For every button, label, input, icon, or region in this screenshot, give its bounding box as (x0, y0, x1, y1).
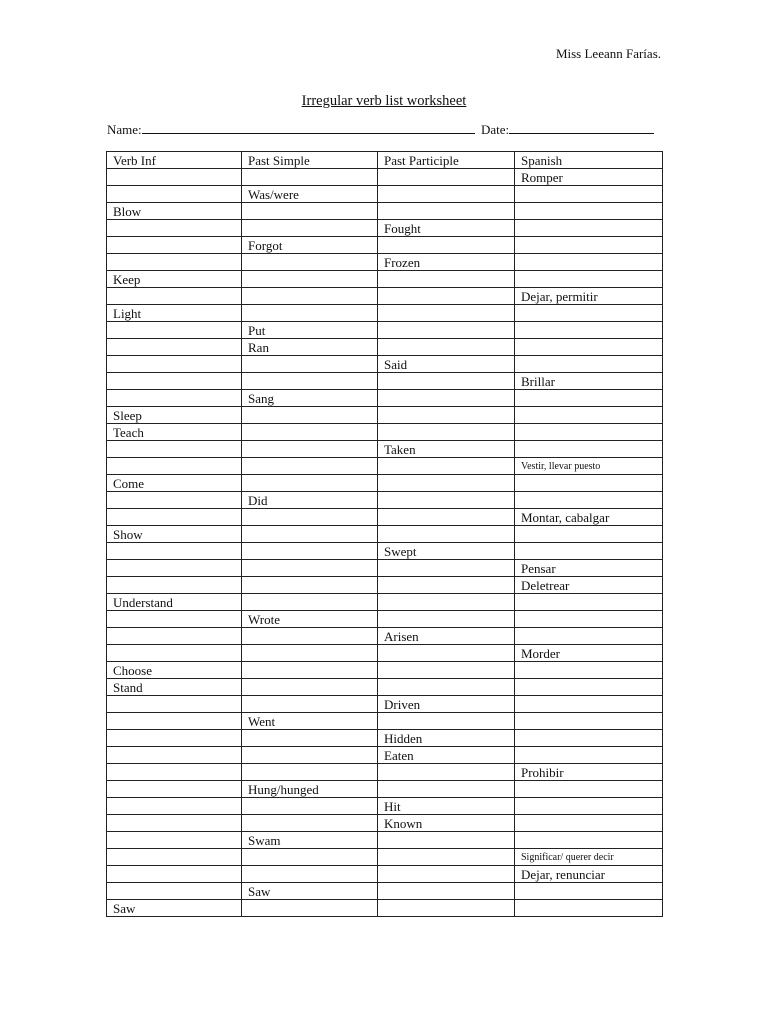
cell-spanish: Montar, cabalgar (515, 509, 663, 526)
cell-spanish[interactable] (515, 798, 663, 815)
cell-verb-inf: Teach (107, 424, 242, 441)
cell-spanish[interactable] (515, 526, 663, 543)
cell-verb-inf[interactable] (107, 628, 242, 645)
cell-past-participle: Known (378, 815, 515, 832)
cell-spanish: Deletrear (515, 577, 663, 594)
cell-spanish[interactable] (515, 186, 663, 203)
cell-past-simple[interactable] (242, 645, 378, 662)
cell-past-participle: Said (378, 356, 515, 373)
cell-verb-inf: Show (107, 526, 242, 543)
cell-verb-inf[interactable] (107, 883, 242, 900)
cell-past-participle[interactable] (378, 900, 515, 917)
cell-verb-inf[interactable] (107, 849, 242, 866)
page-title-text: Irregular verb list worksheet (301, 93, 467, 109)
cell-verb-inf[interactable] (107, 781, 242, 798)
cell-past-simple[interactable] (242, 475, 378, 492)
cell-verb-inf: Stand (107, 679, 242, 696)
cell-verb-inf[interactable] (107, 730, 242, 747)
cell-past-participle[interactable] (378, 271, 515, 288)
column-header-past-simple: Past Simple (242, 152, 378, 169)
cell-past-participle[interactable] (378, 407, 515, 424)
cell-past-simple: Sang (242, 390, 378, 407)
cell-past-simple[interactable] (242, 628, 378, 645)
cell-spanish: Brillar (515, 373, 663, 390)
cell-verb-inf[interactable] (107, 441, 242, 458)
cell-past-simple[interactable] (242, 458, 378, 475)
cell-verb-inf[interactable] (107, 458, 242, 475)
table-row (107, 543, 663, 560)
cell-past-simple[interactable] (242, 169, 378, 186)
cell-past-participle[interactable] (378, 186, 515, 203)
cell-verb-inf[interactable] (107, 390, 242, 407)
cell-past-simple: Saw (242, 883, 378, 900)
cell-spanish[interactable] (515, 390, 663, 407)
table-row (107, 611, 663, 628)
column-header-spanish: Spanish (515, 152, 663, 169)
cell-verb-inf[interactable] (107, 747, 242, 764)
cell-spanish[interactable] (515, 441, 663, 458)
cell-spanish[interactable] (515, 492, 663, 509)
table-row (107, 441, 663, 458)
cell-past-simple[interactable] (242, 220, 378, 237)
cell-spanish[interactable] (515, 424, 663, 441)
cell-past-simple[interactable] (242, 441, 378, 458)
cell-spanish[interactable] (515, 594, 663, 611)
table-row (107, 492, 663, 509)
cell-past-simple[interactable] (242, 305, 378, 322)
cell-spanish[interactable] (515, 322, 663, 339)
cell-past-simple[interactable] (242, 543, 378, 560)
cell-verb-inf[interactable] (107, 373, 242, 390)
cell-verb-inf[interactable] (107, 186, 242, 203)
table-row (107, 322, 663, 339)
name-field-row (107, 122, 475, 138)
table-row (107, 203, 663, 220)
cell-spanish[interactable] (515, 339, 663, 356)
cell-past-simple[interactable] (242, 764, 378, 781)
cell-past-participle[interactable] (378, 492, 515, 509)
cell-past-simple[interactable] (242, 373, 378, 390)
cell-past-participle[interactable] (378, 509, 515, 526)
cell-verb-inf[interactable] (107, 169, 242, 186)
cell-verb-inf[interactable] (107, 356, 242, 373)
cell-verb-inf[interactable] (107, 288, 242, 305)
table-row (107, 237, 663, 254)
table-row (107, 271, 663, 288)
cell-verb-inf: Sleep (107, 407, 242, 424)
cell-verb-inf: Keep (107, 271, 242, 288)
cell-spanish[interactable] (515, 254, 663, 271)
table-row (107, 883, 663, 900)
page-title (0, 93, 768, 110)
cell-spanish[interactable] (515, 679, 663, 696)
cell-verb-inf[interactable] (107, 611, 242, 628)
cell-past-simple[interactable] (242, 866, 378, 883)
cell-past-participle[interactable] (378, 832, 515, 849)
table-row (107, 645, 663, 662)
cell-past-simple: Put (242, 322, 378, 339)
cell-spanish: Morder (515, 645, 663, 662)
date-field[interactable] (509, 122, 654, 134)
table-row (107, 390, 663, 407)
table-row (107, 424, 663, 441)
date-label: Date: (481, 122, 510, 137)
cell-spanish[interactable] (515, 730, 663, 747)
cell-past-participle[interactable] (378, 764, 515, 781)
cell-spanish: Vestir, llevar puesto (515, 458, 663, 475)
table-row (107, 781, 663, 798)
cell-past-simple[interactable] (242, 288, 378, 305)
cell-spanish[interactable] (515, 832, 663, 849)
table-row (107, 900, 663, 917)
cell-past-participle: Frozen (378, 254, 515, 271)
cell-past-participle: Fought (378, 220, 515, 237)
cell-verb-inf: Understand (107, 594, 242, 611)
cell-spanish[interactable] (515, 611, 663, 628)
cell-past-participle[interactable] (378, 849, 515, 866)
cell-past-participle[interactable] (378, 390, 515, 407)
cell-past-participle: Eaten (378, 747, 515, 764)
name-field[interactable] (142, 122, 475, 134)
cell-past-simple[interactable] (242, 203, 378, 220)
cell-past-participle[interactable] (378, 288, 515, 305)
cell-past-simple[interactable] (242, 407, 378, 424)
cell-past-participle: Swept (378, 543, 515, 560)
cell-spanish: Romper (515, 169, 663, 186)
cell-spanish[interactable] (515, 747, 663, 764)
cell-spanish[interactable] (515, 900, 663, 917)
cell-spanish: Dejar, renunciar (515, 866, 663, 883)
cell-spanish[interactable] (515, 305, 663, 322)
cell-verb-inf[interactable] (107, 866, 242, 883)
cell-past-participle: Driven (378, 696, 515, 713)
cell-past-simple[interactable] (242, 849, 378, 866)
cell-past-simple: Hung/hunged (242, 781, 378, 798)
table-row (107, 832, 663, 849)
cell-spanish: Significar/ querer decir (515, 849, 663, 866)
cell-spanish[interactable] (515, 815, 663, 832)
table-row (107, 186, 663, 203)
table-row (107, 713, 663, 730)
cell-verb-inf[interactable] (107, 713, 242, 730)
cell-verb-inf[interactable] (107, 339, 242, 356)
cell-verb-inf[interactable] (107, 832, 242, 849)
cell-past-participle[interactable] (378, 662, 515, 679)
cell-past-simple[interactable] (242, 424, 378, 441)
verb-table (106, 151, 663, 917)
cell-spanish[interactable] (515, 543, 663, 560)
cell-past-simple: Swam (242, 832, 378, 849)
cell-spanish[interactable] (515, 271, 663, 288)
table-row (107, 526, 663, 543)
table-row (107, 373, 663, 390)
cell-spanish[interactable] (515, 781, 663, 798)
cell-verb-inf: Blow (107, 203, 242, 220)
cell-spanish[interactable] (515, 475, 663, 492)
cell-verb-inf[interactable] (107, 492, 242, 509)
cell-past-simple: Ran (242, 339, 378, 356)
table-row (107, 475, 663, 492)
column-header-past-participle: Past Participle (378, 152, 515, 169)
cell-past-simple[interactable] (242, 526, 378, 543)
cell-spanish: Prohibir (515, 764, 663, 781)
cell-past-participle[interactable] (378, 866, 515, 883)
cell-past-participle[interactable] (378, 883, 515, 900)
cell-verb-inf: Saw (107, 900, 242, 917)
cell-past-participle[interactable] (378, 560, 515, 577)
name-label: Name: (107, 122, 142, 137)
cell-spanish[interactable] (515, 628, 663, 645)
cell-verb-inf[interactable] (107, 543, 242, 560)
cell-verb-inf[interactable] (107, 696, 242, 713)
cell-past-participle[interactable] (378, 237, 515, 254)
cell-past-participle[interactable] (378, 594, 515, 611)
table-row (107, 577, 663, 594)
table-row (107, 458, 663, 475)
cell-verb-inf: Choose (107, 662, 242, 679)
date-field-row (481, 122, 654, 138)
table-row (107, 866, 663, 883)
cell-spanish[interactable] (515, 696, 663, 713)
cell-past-participle[interactable] (378, 305, 515, 322)
table-row (107, 594, 663, 611)
table-row (107, 662, 663, 679)
cell-past-simple: Went (242, 713, 378, 730)
cell-past-simple[interactable] (242, 271, 378, 288)
cell-past-participle[interactable] (378, 577, 515, 594)
cell-past-participle[interactable] (378, 339, 515, 356)
cell-past-simple[interactable] (242, 356, 378, 373)
cell-past-participle[interactable] (378, 679, 515, 696)
cell-spanish[interactable] (515, 237, 663, 254)
cell-spanish[interactable] (515, 407, 663, 424)
table-row (107, 730, 663, 747)
cell-past-simple[interactable] (242, 509, 378, 526)
table-row (107, 220, 663, 237)
cell-past-participle: Taken (378, 441, 515, 458)
cell-past-simple[interactable] (242, 747, 378, 764)
cell-past-participle[interactable] (378, 322, 515, 339)
cell-past-simple[interactable] (242, 577, 378, 594)
cell-spanish[interactable] (515, 883, 663, 900)
table-row (107, 764, 663, 781)
cell-verb-inf[interactable] (107, 815, 242, 832)
cell-verb-inf[interactable] (107, 322, 242, 339)
cell-past-participle[interactable] (378, 526, 515, 543)
table-row (107, 679, 663, 696)
table-row (107, 288, 663, 305)
cell-spanish: Pensar (515, 560, 663, 577)
cell-past-simple[interactable] (242, 815, 378, 832)
cell-past-participle[interactable] (378, 781, 515, 798)
cell-past-simple[interactable] (242, 662, 378, 679)
cell-past-simple[interactable] (242, 254, 378, 271)
cell-verb-inf[interactable] (107, 509, 242, 526)
table-row (107, 849, 663, 866)
cell-verb-inf[interactable] (107, 577, 242, 594)
cell-past-simple[interactable] (242, 679, 378, 696)
cell-past-simple[interactable] (242, 798, 378, 815)
table-row (107, 169, 663, 186)
table-row (107, 339, 663, 356)
cell-spanish[interactable] (515, 220, 663, 237)
cell-past-simple: Was/were (242, 186, 378, 203)
table-row (107, 815, 663, 832)
cell-spanish: Dejar, permitir (515, 288, 663, 305)
table-row (107, 628, 663, 645)
table-row (107, 254, 663, 271)
cell-past-participle[interactable] (378, 611, 515, 628)
table-row (107, 747, 663, 764)
cell-verb-inf[interactable] (107, 254, 242, 271)
cell-past-participle[interactable] (378, 203, 515, 220)
cell-verb-inf: Light (107, 305, 242, 322)
table-row (107, 509, 663, 526)
cell-spanish[interactable] (515, 356, 663, 373)
table-row (107, 798, 663, 815)
cell-past-simple[interactable] (242, 730, 378, 747)
column-header-verb-inf: Verb Inf (107, 152, 242, 169)
table-header-row (107, 152, 663, 169)
cell-past-participle[interactable] (378, 169, 515, 186)
cell-past-participle[interactable] (378, 458, 515, 475)
cell-verb-inf[interactable] (107, 220, 242, 237)
cell-past-participle[interactable] (378, 713, 515, 730)
cell-past-participle[interactable] (378, 424, 515, 441)
cell-past-simple: Wrote (242, 611, 378, 628)
cell-past-participle[interactable] (378, 645, 515, 662)
table-row (107, 696, 663, 713)
cell-spanish[interactable] (515, 203, 663, 220)
cell-spanish[interactable] (515, 713, 663, 730)
cell-past-participle: Hidden (378, 730, 515, 747)
cell-verb-inf: Come (107, 475, 242, 492)
cell-spanish[interactable] (515, 662, 663, 679)
table-row (107, 560, 663, 577)
table-row (107, 407, 663, 424)
cell-verb-inf[interactable] (107, 560, 242, 577)
cell-verb-inf[interactable] (107, 764, 242, 781)
cell-past-participle[interactable] (378, 475, 515, 492)
table-row (107, 356, 663, 373)
cell-verb-inf[interactable] (107, 645, 242, 662)
cell-past-simple[interactable] (242, 900, 378, 917)
cell-past-participle[interactable] (378, 373, 515, 390)
table-row (107, 305, 663, 322)
cell-past-simple: Did (242, 492, 378, 509)
cell-past-participle: Arisen (378, 628, 515, 645)
cell-past-participle: Hit (378, 798, 515, 815)
cell-verb-inf[interactable] (107, 798, 242, 815)
cell-past-simple[interactable] (242, 696, 378, 713)
cell-past-simple[interactable] (242, 560, 378, 577)
cell-verb-inf[interactable] (107, 237, 242, 254)
cell-past-simple[interactable] (242, 594, 378, 611)
author-name: Miss Leeann Farías. (555, 46, 661, 61)
cell-past-simple: Forgot (242, 237, 378, 254)
